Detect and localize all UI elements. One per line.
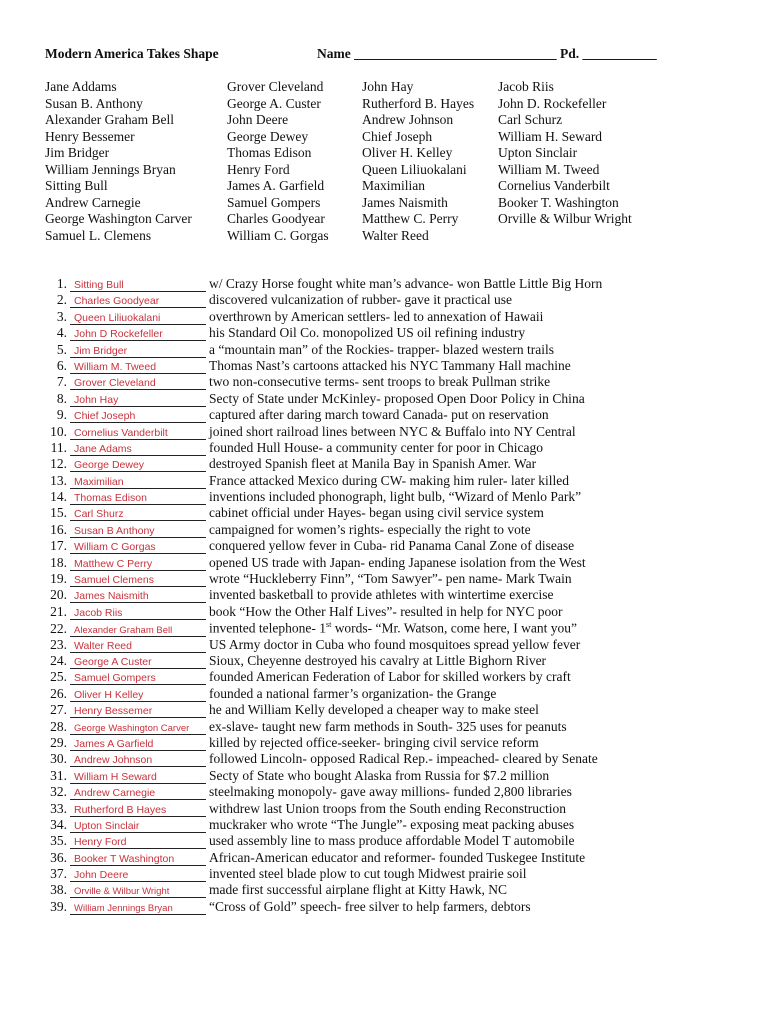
question-description: US Army doctor in Cuba who found mosquitoes spread yellow fever	[209, 636, 581, 652]
question-number: 35.	[50, 833, 67, 849]
question-number: 16.	[50, 521, 67, 537]
question-row	[40, 309, 740, 325]
question-description: book “How the Other Half Lives”- resulted in help for NYC poor	[209, 603, 563, 619]
question-description: muckraker who wrote “The Jungle”- exposing meat packing abuses	[209, 816, 575, 832]
question-description: joined short railroad lines between NYC & Buffalo into NY Central	[209, 423, 576, 439]
question-row	[40, 571, 740, 587]
question-description: wrote “Huckleberry Finn”, “Tom Sawyer”- pen name- Mark Twain	[209, 571, 572, 587]
question-row	[40, 555, 740, 571]
question-description: founded a national farmer’s organization- the Grange	[209, 685, 497, 701]
question-number: 4.	[56, 325, 67, 341]
word-bank-name: William Jennings Bryan	[45, 161, 176, 177]
question-row	[40, 407, 740, 423]
question-description: he and William Kelly developed a cheaper way to make steel	[209, 702, 539, 718]
question-number: 18.	[50, 554, 67, 570]
question-description: founded American Federation of Labor for skilled workers by craft	[209, 669, 571, 685]
question-description: w/ Crazy Horse fought white man’s advance- won Battle Little Big Horn	[209, 276, 603, 291]
question-number: 13.	[50, 472, 67, 488]
answer-blank[interactable]: Booker T Washington	[70, 853, 206, 866]
word-bank-name: George Dewey	[227, 128, 309, 144]
question-description: two non-consecutive terms- sent troops to break Pullman strike	[209, 374, 551, 390]
question-row	[40, 899, 740, 915]
question-number: 11.	[50, 439, 67, 455]
word-bank-name: George Washington Carver	[45, 211, 192, 226]
question-number: 28.	[50, 718, 67, 734]
word-bank-name: Sitting Bull	[45, 178, 108, 193]
question-number: 25.	[50, 669, 67, 685]
question-number: 5.	[56, 341, 67, 357]
word-bank-name: Booker T. Washington	[498, 194, 619, 210]
question-row	[40, 784, 740, 800]
question-row	[40, 620, 740, 636]
question-description: Secty of State under McKinley- proposed Open Door Policy in China	[209, 390, 585, 406]
word-bank-name: Grover Cleveland	[227, 79, 324, 94]
answer-blank[interactable]: Samuel Clemens	[70, 574, 206, 587]
word-bank-column	[227, 79, 329, 244]
question-description: discovered vulcanization of rubber- gave it practical use	[209, 292, 512, 308]
answer-blank[interactable]: Andrew Johnson	[70, 754, 206, 767]
question-row	[40, 735, 740, 751]
question-number: 9.	[56, 407, 67, 423]
question-number: 36.	[50, 849, 67, 865]
word-bank-name: James A. Garfield	[227, 178, 325, 193]
question-description: African-American educator and reformer- founded Tuskegee Institute	[209, 849, 586, 865]
question-number: 2.	[56, 292, 67, 308]
question-row	[40, 866, 740, 882]
question-description: Secty of State who bought Alaska from Russia for $7.2 million	[209, 767, 550, 783]
word-bank-name: Queen Liliuokalani	[362, 161, 467, 177]
question-number: 15.	[50, 505, 67, 521]
worksheet-title: Modern America Takes Shape	[45, 46, 219, 61]
question-description: Sioux, Cheyenne destroyed his cavalry at Little Bighorn River	[209, 652, 547, 668]
answer-blank[interactable]: John Deere	[70, 869, 206, 882]
question-row	[40, 391, 740, 407]
question-description: Thomas Nast’s cartoons attacked his NYC Tammany Hall machine	[209, 357, 571, 373]
question-number: 23.	[50, 636, 67, 652]
answer-blank[interactable]: George Washington Carver	[70, 722, 206, 735]
question-row	[40, 276, 740, 292]
question-row	[40, 817, 740, 833]
question-number: 6.	[56, 357, 67, 373]
answer-blank[interactable]: George A Custer	[70, 656, 206, 669]
word-bank-name: John D. Rockefeller	[498, 95, 607, 111]
question-row	[40, 456, 740, 472]
answer-blank[interactable]: Thomas Edison	[70, 492, 206, 505]
question-row	[40, 637, 740, 653]
question-number: 14.	[50, 489, 67, 505]
question-description: a “mountain man” of the Rockies- trapper- blazed western trails	[209, 341, 554, 357]
answer-blank[interactable]: Carl Shurz	[70, 508, 206, 521]
word-bank-column	[45, 79, 192, 244]
answer-blank[interactable]: James A Garfield	[70, 738, 206, 751]
worksheet-header	[45, 46, 685, 66]
question-row	[40, 850, 740, 866]
answer-blank[interactable]: Charles Goodyear	[70, 295, 206, 308]
question-number: 12.	[50, 456, 67, 472]
question-row	[40, 489, 740, 505]
answer-blank[interactable]: Andrew Carnegie	[70, 787, 206, 800]
question-description: killed by rejected office-seeker- bringing civil service reform	[209, 734, 539, 750]
question-number: 10.	[50, 423, 67, 439]
answer-blank[interactable]: George Dewey	[70, 459, 206, 472]
answer-blank[interactable]: Samuel Gompers	[70, 672, 206, 685]
question-number: 24.	[50, 652, 67, 668]
question-number: 31.	[50, 767, 67, 783]
question-row	[40, 342, 740, 358]
question-row	[40, 882, 740, 898]
question-row	[40, 768, 740, 784]
word-bank-name: Cornelius Vanderbilt	[498, 178, 610, 193]
word-bank-name: Jacob Riis	[498, 79, 554, 94]
question-row	[40, 653, 740, 669]
question-row	[40, 522, 740, 538]
question-description: his Standard Oil Co. monopolized US oil refining industry	[209, 325, 526, 341]
answer-blank[interactable]: Sitting Bull	[70, 279, 206, 292]
answer-blank[interactable]: Jim Bridger	[70, 345, 206, 358]
question-description: destroyed Spanish fleet at Manila Bay in Spanish Amer. War	[209, 456, 537, 472]
question-number: 1.	[56, 276, 67, 291]
word-bank-name: Chief Joseph	[362, 128, 433, 144]
word-bank-name: Rutherford B. Hayes	[362, 95, 475, 111]
answer-blank[interactable]: James Naismith	[70, 590, 206, 603]
question-description: campaigned for women’s rights- especially the right to vote	[209, 521, 531, 537]
question-number: 22.	[50, 620, 67, 636]
word-bank-name: John Hay	[362, 79, 414, 94]
question-description: “Cross of Gold” speech- free silver to help farmers, debtors	[209, 898, 531, 914]
description-part: words- “Mr. Watson, come here, I want you”	[331, 620, 578, 636]
question-description: used assembly line to mass produce affordable Model T automobile	[209, 833, 575, 849]
answer-blank[interactable]: Henry Bessemer	[70, 705, 206, 718]
question-row	[40, 686, 740, 702]
answer-blank[interactable]: Rutherford B Hayes	[70, 804, 206, 817]
question-row	[40, 473, 740, 489]
word-bank-name: Andrew Carnegie	[45, 194, 141, 210]
question-row	[40, 292, 740, 308]
question-description: founded Hull House- a community center for poor in Chicago	[209, 439, 544, 455]
question-number: 21.	[50, 603, 67, 619]
answer-blank[interactable]: William Jennings Bryan	[70, 902, 206, 915]
question-number: 34.	[50, 816, 67, 832]
question-number: 8.	[56, 390, 67, 406]
answer-blank[interactable]: William C Gorgas	[70, 541, 206, 554]
question-description: France attacked Mexico during CW- making him ruler- later killed	[209, 472, 569, 488]
question-number: 33.	[50, 800, 67, 816]
question-row	[40, 751, 740, 767]
question-number: 29.	[50, 734, 67, 750]
answer-blank[interactable]: Jane Adams	[70, 443, 206, 456]
answer-blank[interactable]: Alexander Graham Bell	[70, 624, 206, 637]
question-description: followed Lincoln- opposed Radical Rep.- impeached- cleared by Senate	[209, 751, 598, 767]
ordinal-superscript: st	[325, 620, 332, 630]
answer-blank[interactable]: John Hay	[70, 394, 206, 407]
answer-blank[interactable]: Jacob Riis	[70, 607, 206, 620]
question-description: inventions included phonograph, light bulb, “Wizard of Menlo Park”	[209, 489, 582, 505]
answer-blank[interactable]: Matthew C Perry	[70, 558, 206, 571]
question-number: 7.	[56, 374, 67, 390]
answer-blank[interactable]: Upton Sinclair	[70, 820, 206, 833]
question-number: 37.	[50, 866, 67, 882]
question-description: steelmaking monopoly- gave away millions- funded 2,800 libraries	[209, 784, 572, 800]
answer-blank[interactable]: Cornelius Vanderbilt	[70, 427, 206, 440]
answer-blank[interactable]: Chief Joseph	[70, 410, 206, 423]
name-period-field[interactable]: Name ______________________________ Pd. ___________	[317, 46, 657, 61]
answer-blank[interactable]: Orville & Wilbur Wright	[70, 885, 206, 898]
question-row	[40, 505, 740, 521]
question-description: ex-slave- taught new farm methods in South- 325 uses for peanuts	[209, 718, 567, 734]
word-bank-name: Henry Ford	[227, 161, 290, 177]
question-row	[40, 424, 740, 440]
question-description: made first successful airplane flight at Kitty Hawk, NC	[209, 882, 508, 898]
answer-blank[interactable]: Queen Liliuokalani	[70, 312, 206, 325]
word-bank-name: William H. Seward	[498, 128, 603, 144]
word-bank-name: Thomas Edison	[227, 145, 312, 160]
question-row	[40, 358, 740, 374]
question-row	[40, 719, 740, 735]
question-number: 38.	[50, 882, 67, 898]
description-part: invented telephone- 1	[209, 620, 326, 636]
word-bank-name: Orville & Wilbur Wright	[498, 211, 632, 226]
word-bank-name: Upton Sinclair	[498, 145, 578, 160]
question-number: 39.	[50, 898, 67, 914]
word-bank-name: John Deere	[227, 112, 289, 127]
question-row	[40, 538, 740, 554]
question-row	[40, 702, 740, 718]
question-number: 3.	[56, 308, 67, 324]
word-bank-name: Henry Bessemer	[45, 128, 135, 144]
answer-blank[interactable]: John D Rockefeller	[70, 328, 206, 341]
word-bank-name: Maximilian	[362, 178, 425, 193]
word-bank-name: Carl Schurz	[498, 112, 563, 127]
word-bank-name: William M. Tweed	[498, 161, 600, 177]
word-bank-name: James Naismith	[362, 194, 448, 210]
question-description: invented basketball to provide athletes with wintertime exercise	[209, 587, 554, 603]
answer-blank[interactable]: Maximilian	[70, 476, 206, 489]
question-description: withdrew last Union troops from the South ending Reconstruction	[209, 800, 566, 816]
question-row	[40, 374, 740, 390]
word-bank-name: Charles Goodyear	[227, 211, 325, 226]
word-bank-name: Susan B. Anthony	[45, 95, 143, 111]
question-number: 20.	[50, 587, 67, 603]
word-bank-name: Samuel L. Clemens	[45, 227, 152, 243]
word-bank-name: William C. Gorgas	[227, 227, 329, 243]
question-row	[40, 669, 740, 685]
question-row	[40, 604, 740, 620]
answer-blank[interactable]: Grover Cleveland	[70, 377, 206, 390]
question-row	[40, 833, 740, 849]
answer-blank[interactable]: Walter Reed	[70, 640, 206, 653]
word-bank-column	[498, 79, 632, 228]
answer-blank[interactable]: Susan B Anthony	[70, 525, 206, 538]
question-description: opened US trade with Japan- ending Japanese isolation from the West	[209, 554, 586, 570]
question-description: captured after daring march toward Canada- put on reservation	[209, 407, 549, 423]
word-bank-name: Jim Bridger	[45, 145, 110, 160]
word-bank-name: Jane Addams	[45, 79, 117, 94]
question-list	[40, 276, 740, 915]
question-number: 17.	[50, 538, 67, 554]
question-row	[40, 325, 740, 341]
question-description: conquered yellow fever in Cuba- rid Panama Canal Zone of disease	[209, 538, 575, 554]
word-bank-name: Samuel Gompers	[227, 194, 321, 210]
word-bank-name: Oliver H. Kelley	[362, 145, 453, 160]
question-description: invented steel blade plow to cut tough Midwest prairie soil	[209, 866, 527, 882]
question-number: 32.	[50, 784, 67, 800]
question-description	[206, 620, 577, 637]
question-description: cabinet official under Hayes- began using civil service system	[209, 505, 544, 521]
question-description: overthrown by American settlers- led to annexation of Hawaii	[209, 308, 544, 324]
word-bank-name: Alexander Graham Bell	[45, 112, 174, 127]
answer-blank[interactable]: William M. Tweed	[70, 361, 206, 374]
question-number: 30.	[50, 751, 67, 767]
word-bank-column	[362, 79, 474, 244]
question-row	[40, 801, 740, 817]
answer-blank[interactable]: William H Seward	[70, 771, 206, 784]
question-row	[40, 440, 740, 456]
question-number: 27.	[50, 702, 67, 718]
word-bank-name: Walter Reed	[362, 227, 429, 243]
word-bank-name: Matthew C. Perry	[362, 211, 459, 226]
question-number: 26.	[50, 685, 67, 701]
question-row	[40, 587, 740, 603]
question-number: 19.	[50, 571, 67, 587]
answer-blank[interactable]: Henry Ford	[70, 836, 206, 849]
answer-blank[interactable]: Oliver H Kelley	[70, 689, 206, 702]
word-bank-name: George A. Custer	[227, 95, 321, 111]
word-bank-name: Andrew Johnson	[362, 112, 454, 127]
